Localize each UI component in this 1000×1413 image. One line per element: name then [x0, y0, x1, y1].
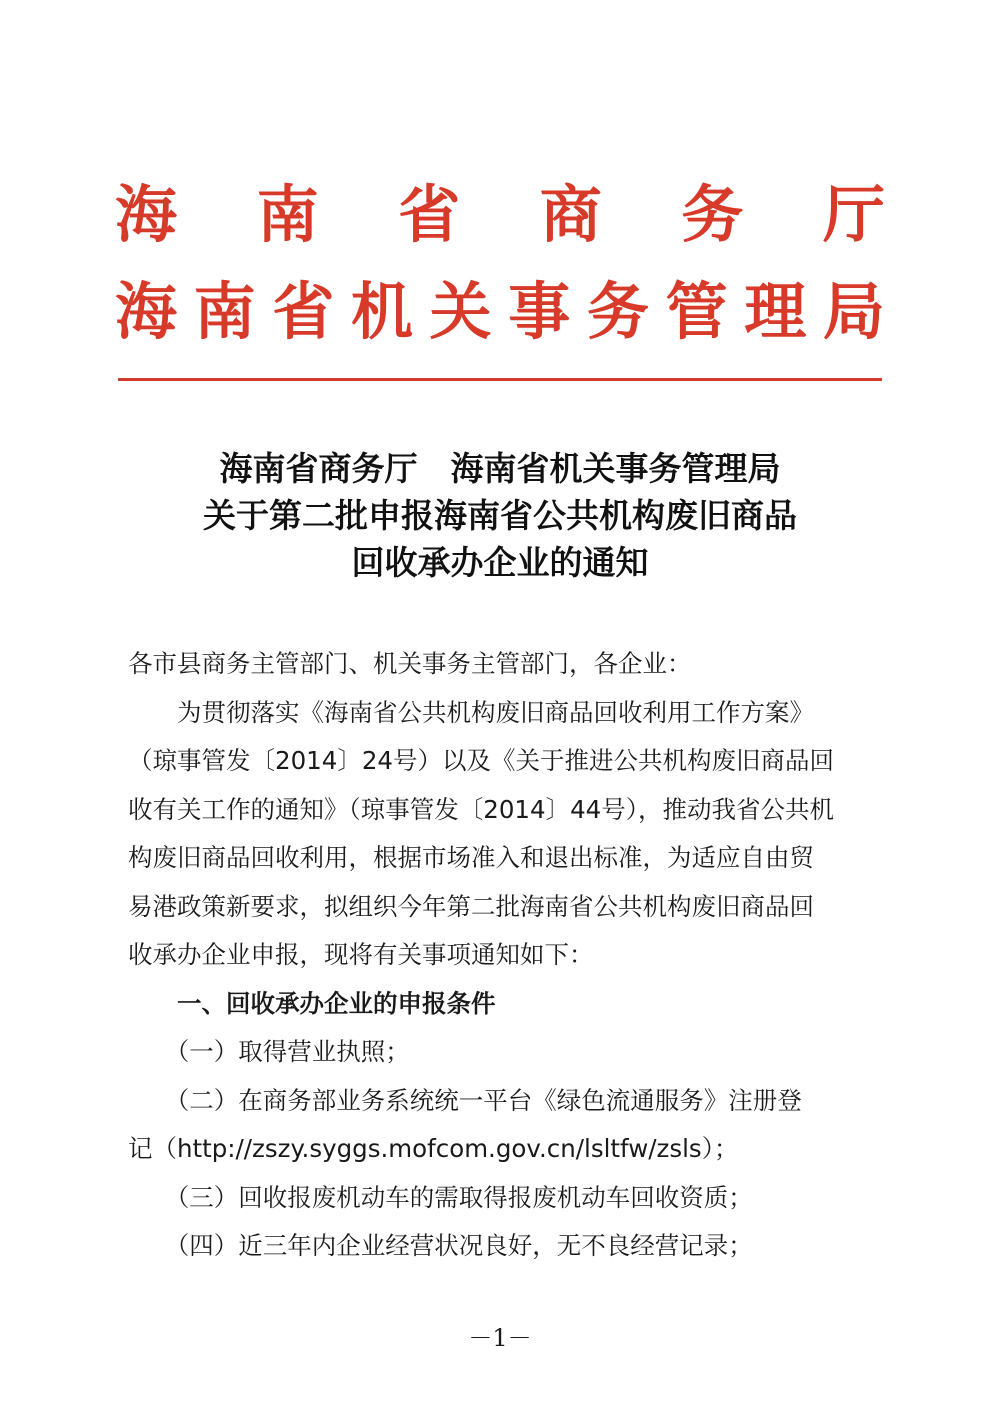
- letterhead-char: 南: [193, 275, 256, 348]
- condition-line: （二）在商务部业务系统统一平台《绿色流通服务》注册登: [128, 1085, 802, 1115]
- intro-line: 收承办企业申报，现将有关事项通知如下：: [128, 940, 594, 969]
- document-body: [128, 640, 873, 1271]
- intro-line: （琼事管发〔2014〕24号）以及《关于推进公共机构废旧商品回: [128, 746, 835, 775]
- letterhead-char: 海: [115, 178, 178, 251]
- letterhead-char: 机: [350, 275, 413, 348]
- letterhead-char: 省: [398, 178, 461, 251]
- condition-line: （三）回收报废机动车的需取得报废机动车回收资质；: [128, 1182, 753, 1212]
- condition-line: 记（http://zszy.syggs.mofcom.gov.cn/lsltfw/zsls）；: [128, 1134, 739, 1163]
- title-line-2: 关于第二批申报海南省公共机构废旧商品: [203, 496, 797, 535]
- letterhead-char: 务: [681, 178, 744, 251]
- letterhead-char: 厅: [822, 178, 885, 251]
- title-line-1: 海南省商务厅 海南省机关事务管理局: [219, 449, 781, 488]
- letterhead-char: 管: [665, 275, 728, 348]
- title-line-3: 回收承办企业的通知: [351, 543, 649, 582]
- letterhead-char: 局: [822, 275, 885, 348]
- condition-line: （四）近三年内企业经营状况良好，无不良经营记录；: [128, 1231, 753, 1260]
- letterhead-char: 省: [272, 275, 335, 348]
- letterhead-char: 海: [115, 275, 178, 348]
- document-title: [100, 445, 900, 586]
- intro-line: 为贯彻落实《海南省公共机构废旧商品回收利用工作方案》: [128, 697, 814, 727]
- salutation: 各市县商务主管部门、机关事务主管部门，各企业：: [128, 649, 692, 678]
- intro-line: 构废旧商品回收利用，根据市场准入和退出标准，为适应自由贸: [128, 843, 814, 872]
- letterhead-char: 商: [539, 178, 602, 251]
- letterhead-char: 事: [508, 275, 571, 348]
- intro-line: 易港政策新要求，拟组织今年第二批海南省公共机构废旧商品回: [128, 891, 814, 921]
- letterhead-divider: [118, 378, 882, 381]
- letterhead-char: 南: [256, 178, 319, 251]
- letterhead-char: 理: [744, 275, 807, 348]
- letterhead-char: 关: [429, 275, 492, 348]
- condition-line: （一）取得营业执照；: [128, 1037, 410, 1066]
- page-number: －1－: [468, 1324, 532, 1352]
- intro-line: 收有关工作的通知》（琼事管发〔2014〕44号），推动我省公共机: [128, 794, 835, 824]
- letterhead-line-1: [115, 178, 885, 251]
- letterhead-line-2: [115, 275, 885, 348]
- section-heading: 一、回收承办企业的申报条件: [128, 988, 496, 1018]
- letterhead-char: 务: [586, 275, 649, 348]
